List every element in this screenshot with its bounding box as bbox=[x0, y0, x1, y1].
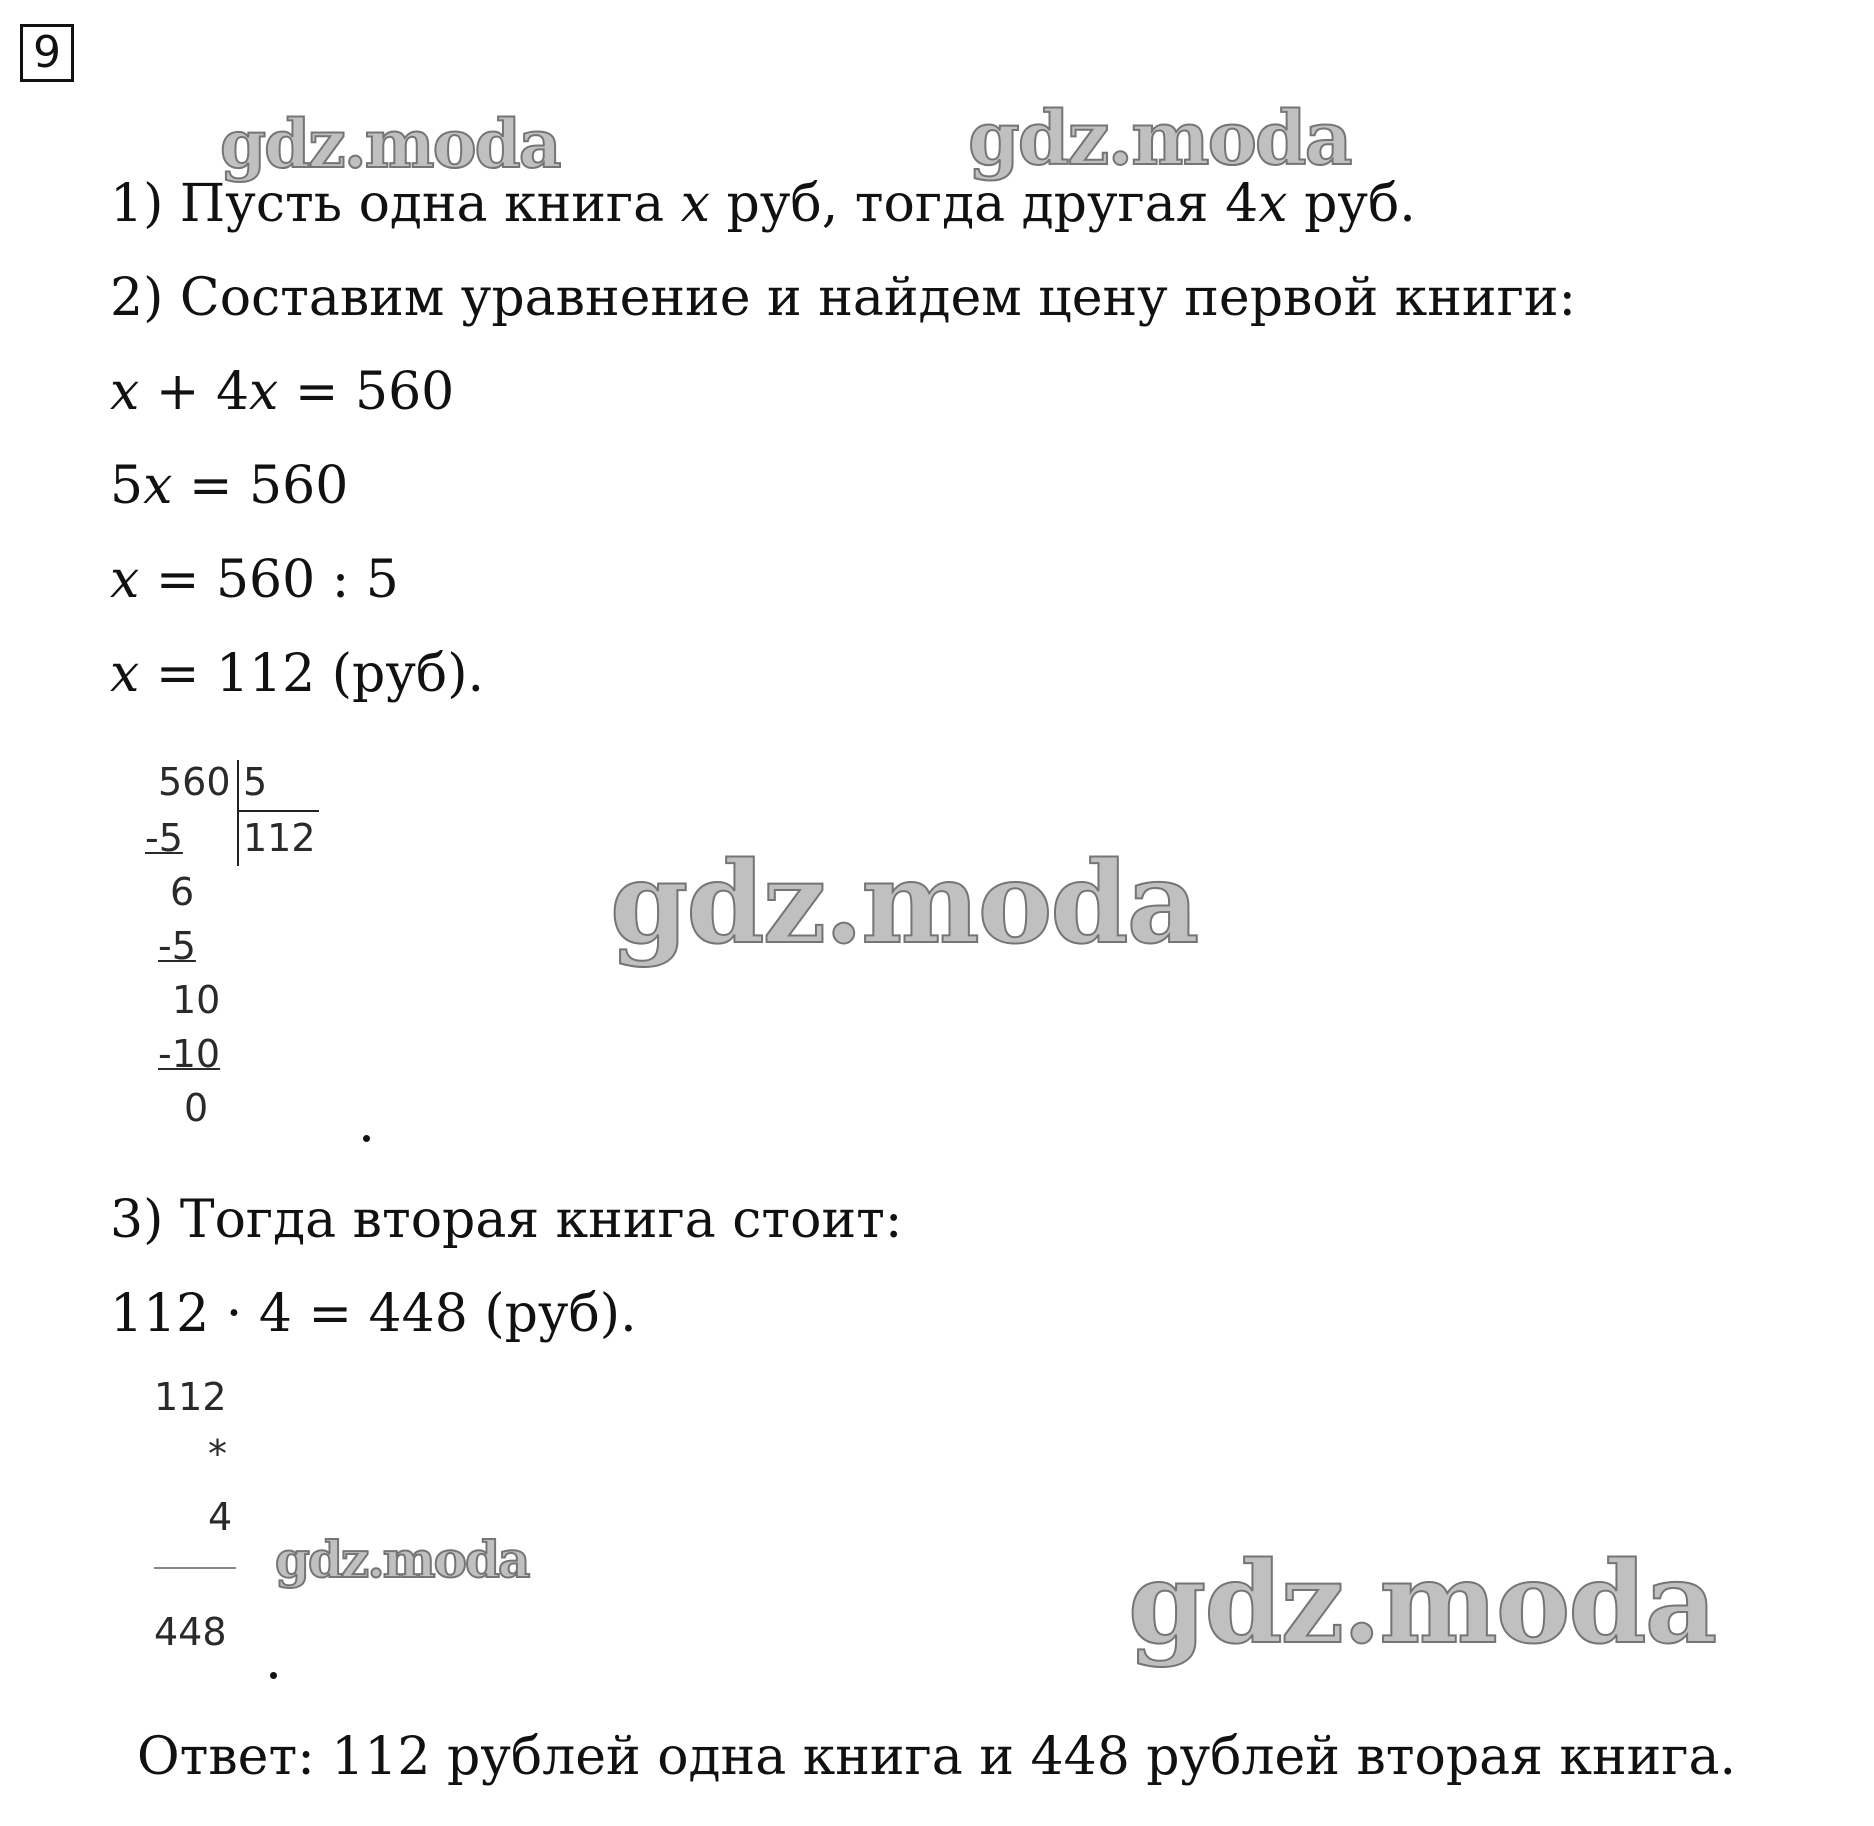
eq-part: = 560 bbox=[278, 362, 455, 422]
eq-part: = 560 : 5 bbox=[139, 550, 399, 610]
answer: Ответ: 112 рублей одна книга и 448 рублей вторая книга. bbox=[137, 1727, 1737, 1787]
division-row: -10 bbox=[158, 1032, 221, 1076]
period-dot bbox=[363, 1135, 370, 1142]
multiplication-line bbox=[154, 1567, 236, 1569]
divisor: 5 bbox=[243, 760, 268, 804]
equation-4 bbox=[110, 644, 484, 704]
step-3: 3) Тогда вторая книга стоит: bbox=[110, 1190, 903, 1250]
eq-part: 5 bbox=[110, 456, 144, 516]
eq-var: x bbox=[110, 644, 140, 704]
multiplicand: 112 bbox=[154, 1375, 227, 1419]
step-1 bbox=[110, 174, 1416, 234]
watermark: gdz.moda bbox=[1128, 1538, 1716, 1669]
step-1-prefix: 1) Пусть одна книга bbox=[110, 174, 681, 234]
multiplier: 4 bbox=[208, 1495, 233, 1539]
equation-1 bbox=[110, 362, 454, 422]
division-vertical-line bbox=[237, 760, 239, 866]
eq-var: x bbox=[249, 362, 279, 422]
watermark: gdz.moda bbox=[220, 105, 560, 183]
watermark: gdz.moda bbox=[275, 1530, 529, 1589]
step-1-mid: руб, тогда другая 4 bbox=[710, 174, 1259, 234]
eq-var: x bbox=[110, 550, 140, 610]
dividend: 560 bbox=[158, 760, 231, 804]
division-row: 0 bbox=[184, 1086, 209, 1130]
equation-2 bbox=[110, 456, 348, 516]
multiply-operator: * bbox=[208, 1432, 227, 1476]
division-row: -5 bbox=[145, 816, 183, 860]
quotient: 112 bbox=[243, 816, 316, 860]
equation-3 bbox=[110, 550, 399, 610]
step-1-suffix: руб. bbox=[1287, 174, 1416, 234]
division-horizontal-line bbox=[239, 810, 319, 812]
step-2: 2) Составим уравнение и найдем цену первой книги: bbox=[110, 268, 1577, 328]
equation-5: 112 · 4 = 448 (руб). bbox=[110, 1284, 637, 1344]
eq-var: x bbox=[110, 362, 140, 422]
eq-part: + 4 bbox=[139, 362, 250, 422]
problem-number: 9 bbox=[20, 24, 74, 82]
watermark: gdz.moda bbox=[968, 96, 1351, 182]
watermark: gdz.moda bbox=[610, 838, 1198, 969]
eq-part: = 112 (руб). bbox=[139, 644, 485, 704]
division-row: 10 bbox=[172, 978, 221, 1022]
division-row: 6 bbox=[170, 870, 195, 914]
product: 448 bbox=[154, 1610, 227, 1654]
eq-var: x bbox=[143, 456, 173, 516]
period-dot bbox=[270, 1672, 277, 1679]
eq-part: = 560 bbox=[172, 456, 349, 516]
step-1-var: x bbox=[680, 174, 711, 234]
step-1-var: x bbox=[1258, 174, 1288, 234]
division-row: -5 bbox=[158, 924, 196, 968]
